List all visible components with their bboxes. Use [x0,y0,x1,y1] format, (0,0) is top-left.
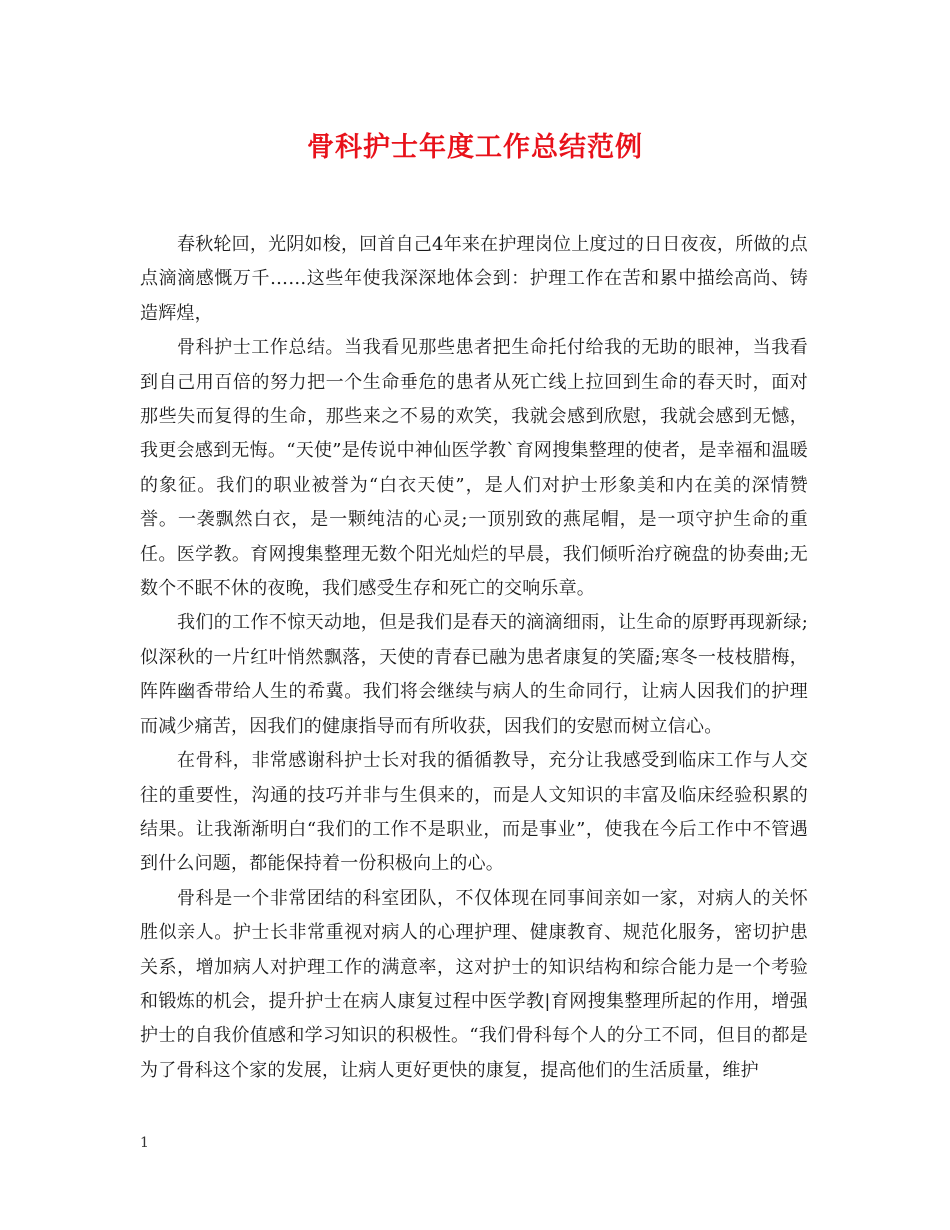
paragraph-2: 骨科护士工作总结。当我看见那些患者把生命托付给我的无助的眼神，当我看到自己用百倍的努力把一个生命垂危的患者从死亡线上拉回到生命的春天时，面对那些失而复得的生命，那些来之不易的欢笑，我就会感到欣慰，我就会感到无憾，我更会感到无悔。“天使”是传说中神仙医学教`育网搜集整理的使者，是幸福和温暖的象征。我们的职业被誉为“白衣天使”，是人们对护士形象美和内在美的深情赞誉。一袭飘然白衣，是一颗纯洁的心灵;一顶别致的燕尾帽，是一项守护生命的重任。医学教。育网搜集整理无数个阳光灿烂的早晨，我们倾听治疗碗盘的协奏曲;无数个不眠不休的夜晚，我们感受生存和死亡的交响乐章。 [140,337,808,600]
page-number: 1 [140,1135,149,1151]
document-title: 骨科护士年度工作总结范例 [307,132,643,163]
paragraph-5: 骨科是一个非常团结的科室团队，不仅体现在同事间亲如一家，对病人的关怀胜似亲人。护士长非常重视对病人的心理护理、健康教育、规范化服务，密切护患关系，增加病人对护理工作的满意率，这对护士的知识结构和综合能力是一个考验和锻炼的机会，提升护士在病人康复过程中医学教|育网搜集整理所起的作用，增强护士的自我价值感和学习知识的积极性。“我们骨科每个人的分工不同，但目的都是为了骨科这个家的发展，让病人更好更快的康复，提高他们的生活质量，维护 [140,887,808,1081]
paragraph-3: 我们的工作不惊天动地，但是我们是春天的滴滴细雨，让生命的原野再现新绿;似深秋的一片红叶悄然飘落，天使的青春已融为患者康复的笑靥;寒冬一枝枝腊梅，阵阵幽香带给人生的希冀。我们将会继续与病人的生命同行，让病人因我们的护理而减少痛苦，因我们的健康指导而有所收获，因我们的安慰而树立信心。 [140,612,808,737]
paragraph-1: 春秋轮回，光阴如梭，回首自己4年来在护理岗位上度过的日日夜夜，所做的点点滴滴感慨万千……这些年使我深深地体会到：护理工作在苦和累中描绘高尚、铸造辉煌， [140,234,808,324]
paragraph-4: 在骨科，非常感谢科护士长对我的循循教导，充分让我感受到临床工作与人交往的重要性，沟通的技巧并非与生俱来的，而是人文知识的丰富及临床经验积累的结果。让我渐渐明白“我们的工作不是职业，而是事业”，使我在今后工作中不管遇到什么问题，都能保持着一份积极向上的心。 [140,750,808,875]
document-body [140,228,808,1088]
